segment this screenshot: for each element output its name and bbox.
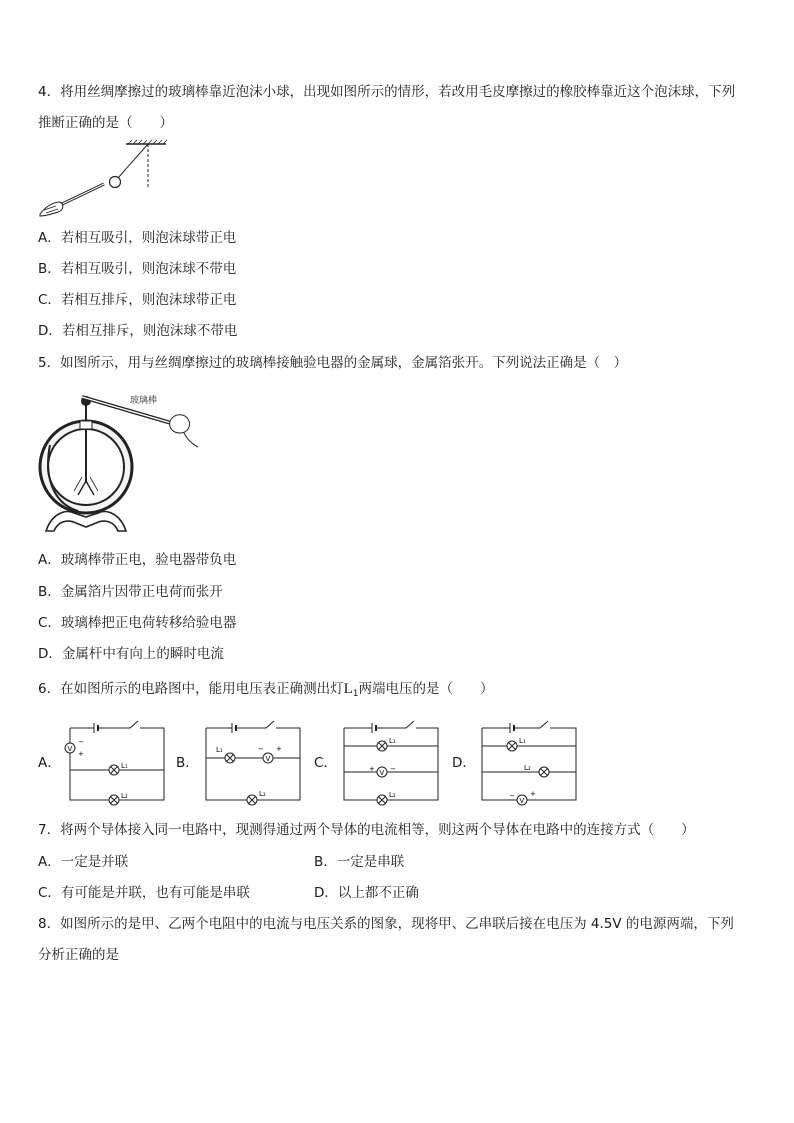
- q6-circuit-d: [482, 718, 578, 805]
- q6-label-c[interactable]: C．: [314, 755, 337, 771]
- q4-stem-line1: 4．将用丝绸摩擦过的玻璃棒靠近泡沫小球，出现如图所示的情形，若改用毛皮摩擦过的橡胶棒靠近这个泡沫球，下列: [38, 84, 736, 100]
- q5-option-b[interactable]: B．金属箔片因带正电荷而张开: [38, 584, 223, 600]
- q6-circuit-a: [67, 718, 166, 802]
- q4-option-b[interactable]: B．若相互吸引，则泡沫球不带电: [38, 261, 237, 277]
- q6-a-meter-label: V: [67, 745, 73, 753]
- q8-stem-line1: 8．如图所示的是甲、乙两个电阻中的电流与电压关系的图象，现将甲、乙串联后接在电压为 4.5V 的电源两端，下列: [38, 916, 734, 932]
- q5-option-d[interactable]: D．金属杆中有向上的瞬时电流: [38, 646, 224, 662]
- svg-text:+: +: [276, 745, 282, 753]
- q6-b-meter-label: V: [265, 755, 271, 763]
- q7-option-b[interactable]: B．一定是串联: [314, 854, 405, 870]
- q6-c-lamp2: L₂: [389, 791, 396, 799]
- svg-text:+: +: [369, 765, 375, 773]
- q5-option-c[interactable]: C．玻璃棒把正电荷转移给验电器: [38, 615, 237, 631]
- q6-a-lamp1: L₁: [121, 762, 128, 770]
- q6-d-lamp2: L₂: [524, 764, 531, 772]
- q7-option-a[interactable]: A．一定是并联: [38, 854, 129, 870]
- q6-label-d[interactable]: D．: [452, 755, 476, 771]
- q6-a-lamp2: L₂: [121, 792, 128, 800]
- svg-text:+: +: [530, 790, 536, 798]
- svg-text:−: −: [390, 765, 396, 773]
- svg-text:−: −: [78, 738, 84, 746]
- q4-stem-line2: 推断正确的是（ ）: [38, 115, 173, 131]
- svg-text:+: +: [78, 750, 84, 758]
- svg-text:−: −: [258, 745, 264, 753]
- q6-c-lamp1: L₁: [389, 737, 396, 745]
- q6-lamp-sub: 1: [352, 689, 359, 699]
- q6-b-lamp1: L₁: [216, 746, 223, 754]
- q6-circuit-c: [344, 718, 440, 802]
- svg-text:−: −: [509, 792, 515, 800]
- q7-option-c[interactable]: C．有可能是并联，也有可能是串联: [38, 885, 250, 901]
- q4-option-c[interactable]: C．若相互排斥，则泡沫球带正电: [38, 292, 237, 308]
- q7-option-d[interactable]: D．以上都不正确: [314, 885, 419, 901]
- q6-c-meter-label: V: [379, 769, 385, 777]
- q5-figure-label: 玻璃棒: [130, 396, 158, 406]
- q6-label-a[interactable]: A．: [38, 755, 61, 771]
- q6-circuit-b: [206, 718, 302, 802]
- q8-stem-line2: 分析正确的是: [38, 947, 119, 963]
- q6-d-lamp1: L₁: [519, 737, 526, 745]
- q6-label-b[interactable]: B．: [176, 755, 199, 771]
- q6-stem-after: 两端电压的是（ ）: [358, 681, 494, 697]
- q6-b-lamp2: L₂: [259, 790, 266, 798]
- q4-figure-rod-and-ball: [38, 140, 208, 220]
- q5-option-a[interactable]: A．玻璃棒带正电，验电器带负电: [38, 552, 237, 568]
- q7-stem: 7．将两个导体接入同一电路中，现测得通过两个导体的电流相等，则这两个导体在电路中的连接方式（ ）: [38, 822, 695, 838]
- q6-d-meter-label: V: [519, 797, 525, 805]
- q6-stem-before: 6．在如图所示的电路图中，能用电压表正确测出灯: [38, 681, 344, 697]
- q4-option-d[interactable]: D．若相互排斥，则泡沫球不带电: [38, 323, 238, 339]
- q5-figure-electroscope: [38, 385, 198, 535]
- q5-stem: 5．如图所示，用与丝绸摩擦过的玻璃棒接触验电器的金属球，金属箔张开。下列说法正确是（ ）: [38, 355, 628, 371]
- q6-lamp-letter: L: [343, 681, 353, 697]
- q6-stem: [38, 680, 494, 703]
- q4-option-a[interactable]: A．若相互吸引，则泡沫球带正电: [38, 230, 237, 246]
